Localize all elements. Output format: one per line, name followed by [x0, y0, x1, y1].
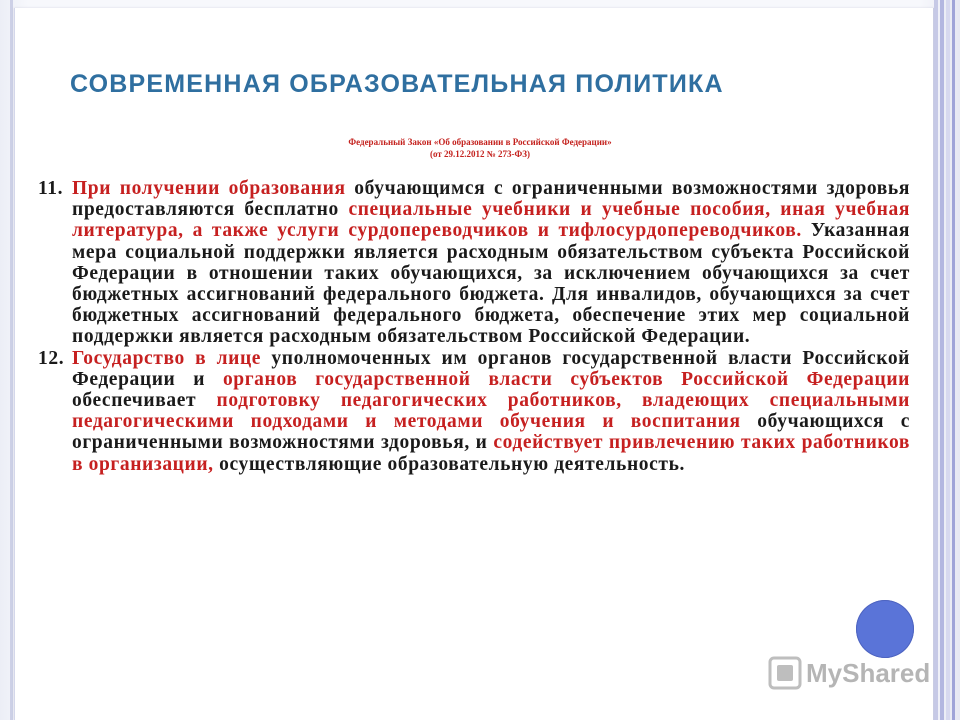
myshared-logo-icon	[768, 656, 802, 690]
paragraph-11	[38, 178, 910, 348]
paragraph-text	[72, 178, 910, 348]
right-stripe	[940, 0, 944, 720]
slide-left-border	[10, 0, 13, 720]
plain-text: обучающимся с ограниченными возможностями здоровья предоставляются бесплатно	[72, 178, 910, 221]
highlight-text: содействует привлечению таких работников в организации,	[72, 432, 910, 475]
highlight-text: Государство в лице	[72, 347, 262, 369]
watermark-text: MyShared	[806, 657, 931, 688]
decorative-circle	[856, 600, 914, 658]
highlight-text: органов государственной власти субъектов Российской Федерации	[222, 368, 910, 390]
slide-title: СОВРЕМЕННАЯ ОБРАЗОВАТЕЛЬНАЯ ПОЛИТИКА	[70, 70, 724, 98]
paragraph-12	[38, 348, 910, 475]
plain-text: осуществляющие образовательную деятельность.	[213, 453, 685, 475]
paragraph-number: 11.	[38, 178, 64, 199]
plain-text: уполномоченных им органов государственной власти Российской Федерации и	[72, 347, 911, 390]
law-reference-line2: (от 29.12.2012 № 273-ФЗ)	[429, 149, 531, 159]
paragraph-number: 12.	[38, 347, 65, 369]
highlight-text: При получении образования	[72, 178, 346, 199]
slide-body	[38, 178, 910, 475]
law-reference-line1: Федеральный Закон «Об образовании в Российской Федерации»	[348, 137, 612, 147]
right-stripe	[952, 0, 955, 720]
plain-text: обучающихся с ограниченными возможностями здоровья, и	[72, 411, 910, 454]
law-reference	[230, 136, 730, 160]
paragraph-text	[72, 348, 910, 475]
right-stripe	[946, 0, 950, 720]
highlight-text: подготовку педагогических работников, владеющих специальными педагогическими подходами и методами обучения и воспитания	[72, 390, 910, 433]
plain-text: Указанная мера социальной поддержки является расходным обязательством субъекта Российской Федерации в отношении таких обучающихся, за исключением обучающихся за счет бюджетных ассигнований федерального бюджета. Для инвалидов, обучающихся за счет бюджетных ассигнований федерального бюджета, обеспечение этих мер социальной поддержки является расходным обязательством Российской Федерации.	[72, 220, 910, 348]
highlight-text: специальные учебники и учебные пособия, иная учебная литература, а также услуги сурдопереводчиков и тифлосурдопереводчиков.	[72, 199, 910, 242]
plain-text: обеспечивает	[72, 390, 217, 412]
myshared-watermark	[768, 656, 930, 690]
right-stripe	[934, 0, 938, 720]
